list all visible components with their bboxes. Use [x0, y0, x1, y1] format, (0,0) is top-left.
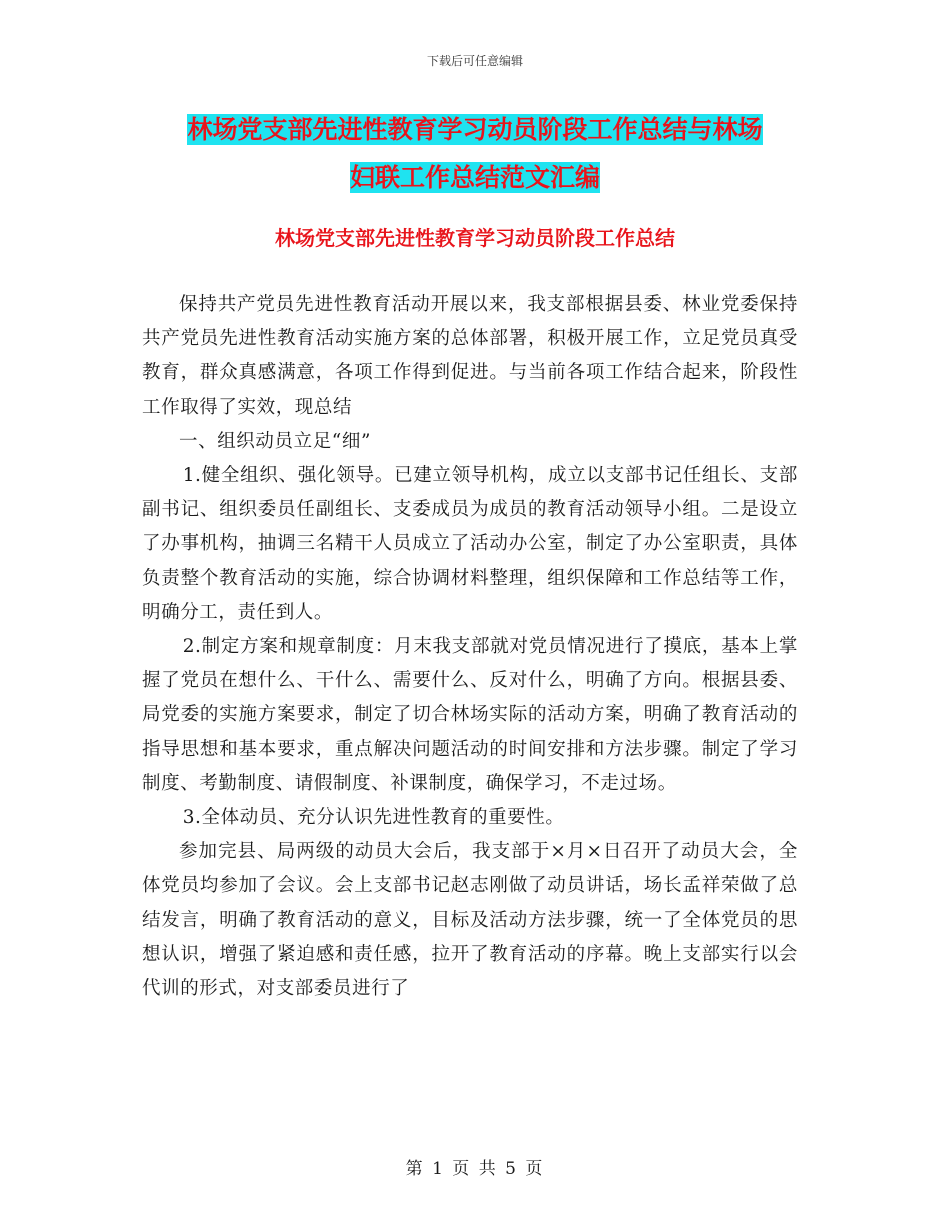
section-title: 林场党支部先进性教育学习动员阶段工作总结: [275, 226, 675, 250]
page-header-note: 下载后可任意编辑: [426, 54, 523, 68]
page-number: 第 1 页 共 5 页: [405, 1159, 545, 1179]
document-body: [142, 288, 798, 1006]
paragraph-item-1: 1.健全组织、强化领导。已建立领导机构，成立以支部书记任组长、支部副书记、组织委员任副组长、支委成员为成员的教育活动领导小组。二是设立了办事机构，抽调三名精干人员成立了活动办公室，制定了办公室职责，具体负责整个教育活动的实施，综合协调材料整理，组织保障和工作总结等工作，明确分工，责任到人。: [142, 465, 798, 623]
paragraph-heading-1: 一、组织动员立足“细”: [179, 430, 372, 452]
document-title-line-2: 妇联工作总结范文汇编: [349, 163, 600, 192]
paragraph-item-2: 2.制定方案和规章制度：月末我支部就对党员情况进行了摸底，基本上掌握了党员在想什么、干什么、需要什么、反对什么，明确了方向。根据县委、局党委的实施方案要求，制定了切合林场实际的活动方案，明确了教育活动的指导思想和基本要求，重点解决问题活动的时间安排和方法步骤。制定了学习制度、考勤制度、请假制度、补课制度，确保学习，不走过场。: [142, 636, 798, 794]
paragraph-detail: 参加完县、局两级的动员大会后，我支部于×月×日召开了动员大会，全体党员均参加了会议。会上支部书记赵志刚做了动员讲话，场长孟祥荣做了总结发言，明确了教育活动的意义，目标及活动方法步骤，统一了全体党员的思想认识，增强了紧迫感和责任感，拉开了教育活动的序幕。晚上支部实行以会代训的形式，对支部委员进行了: [142, 841, 798, 1000]
document-title: [140, 106, 810, 202]
paragraph-item-3: 3.全体动员、充分认识先进性教育的重要性。: [182, 807, 565, 829]
paragraph-intro: 保持共产党员先进性教育活动开展以来，我支部根据县委、林业党委保持共产党员先进性教育活动实施方案的总体部署，积极开展工作，立足党员真受教育，群众真感满意，各项工作得到促进。与当前各项工作结合起来，阶段性工作取得了实效，现总结: [142, 294, 798, 418]
document-title-line-1: 林场党支部先进性教育学习动员阶段工作总结与林场: [187, 115, 763, 144]
